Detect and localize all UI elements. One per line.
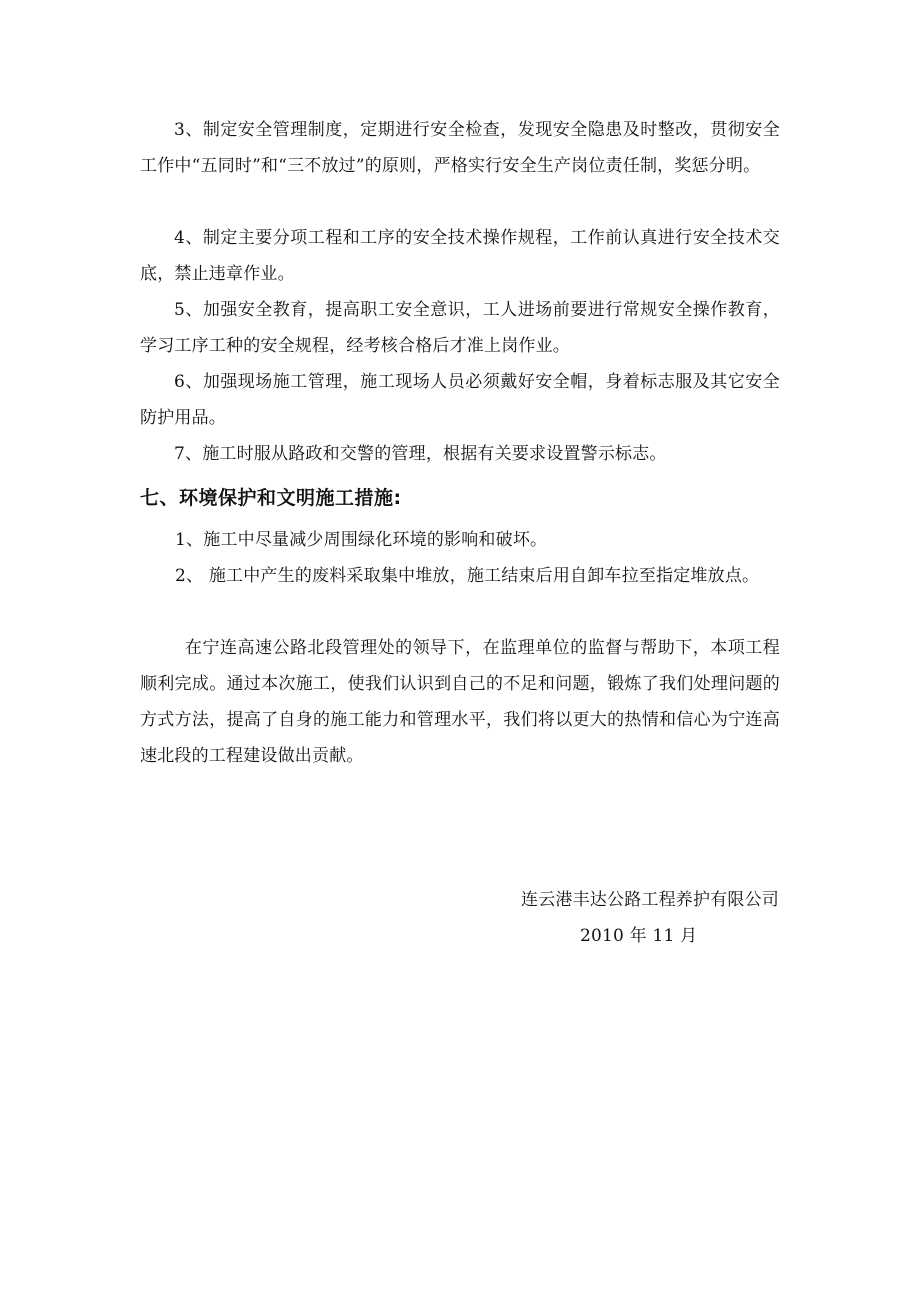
conclusion-paragraph: 在宁连高速公路北段管理处的领导下，在监理单位的监督与帮助下，本项工程顺利完成。通过本次施工，使我们认识到自己的不足和问题，锻炼了我们处理问题的方式方法，提高了自身的施工能力和管理水平，我们将以更大的热情和信心为宁连高速北段的工程建设做出贡献。	[140, 638, 780, 766]
safety-item-5: 5、加强安全教育，提高职工安全意识，工人进场前要进行常规安全操作教育，学习工序工种的安全规程，经考核合格后才准上岗作业。	[140, 300, 780, 356]
safety-item-3: 3、制定安全管理制度，定期进行安全检查，发现安全隐患及时整改，贯彻安全工作中“五同时”和“三不放过”的原则，严格实行安全生产岗位责任制，奖惩分明。	[140, 120, 780, 176]
safety-item-7: 7、施工时服从路政和交警的管理，根据有关要求设置警示标志。	[174, 444, 667, 464]
signature-date: 2010 年 11 月	[580, 926, 698, 946]
env-item-2: 2、 施工中产生的废料采取集中堆放，施工结束后用自卸车拉至指定堆放点。	[175, 566, 760, 586]
safety-item-4: 4、制定主要分项工程和工序的安全技术操作规程，工作前认真进行安全技术交底，禁止违章作业。	[140, 228, 780, 284]
env-item-1: 1、施工中尽量减少周围绿化环境的影响和破坏。	[175, 530, 548, 550]
section-heading: 七、环境保护和文明施工措施:	[140, 487, 402, 509]
signature-company: 连云港丰达公路工程养护有限公司	[521, 890, 779, 910]
safety-item-6: 6、加强现场施工管理，施工现场人员必须戴好安全帽，身着标志服及其它安全防护用品。	[140, 372, 780, 428]
